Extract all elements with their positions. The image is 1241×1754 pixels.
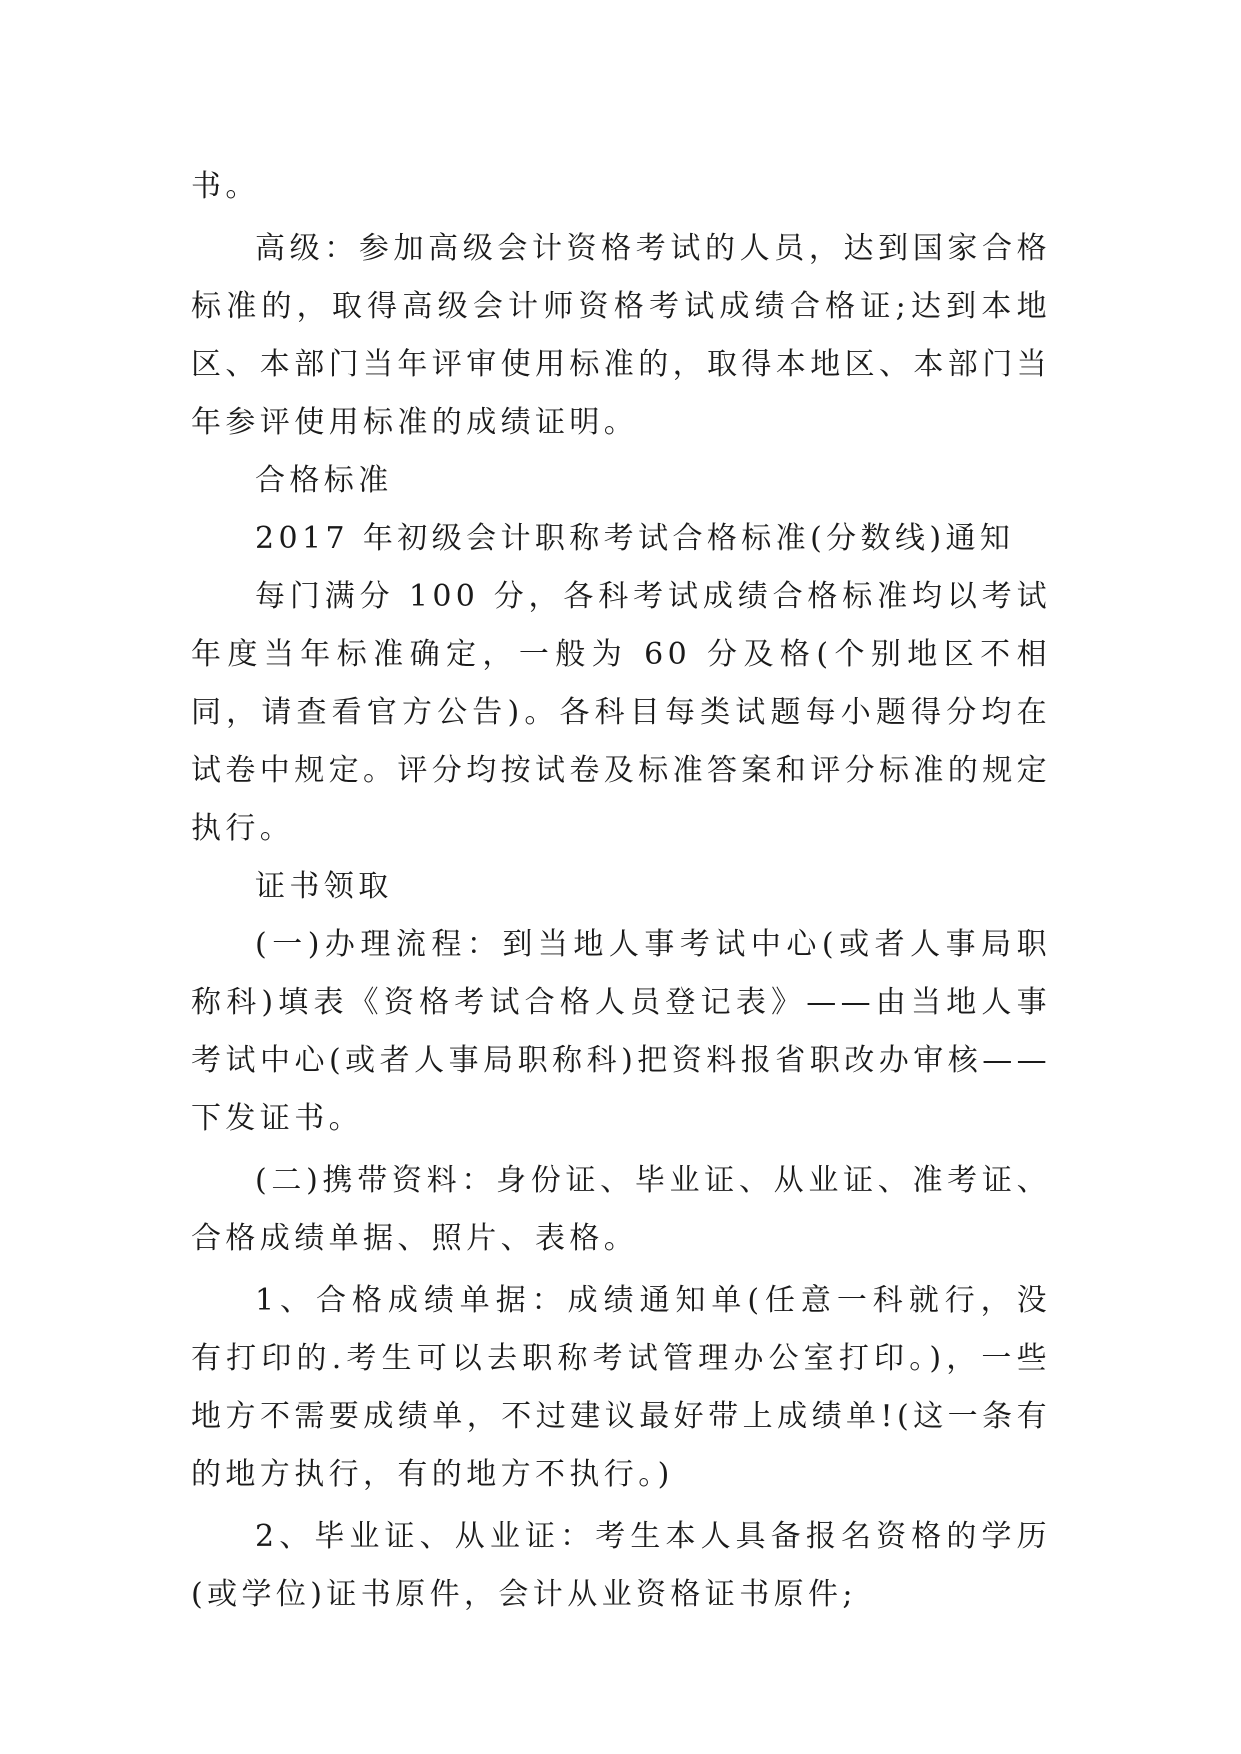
- paragraph-continuation: 书。: [191, 169, 260, 204]
- list-item-diplomas: 2、毕业证、从业证：考生本人具备报名资格的学历(或学位)证书原件，会计从业资格证书原件;: [191, 1519, 1051, 1612]
- paragraph-procedure: (一)办理流程：到当地人事考试中心(或者人事局职称科)填表《资格考试合格人员登记表》——由当地人事考试中心(或者人事局职称科)把资料报省职改办审核——下发证书。: [191, 927, 1051, 1136]
- section-heading-certificate-collection: 证书领取: [255, 869, 393, 904]
- list-item-score-documents: 1、合格成绩单据：成绩通知单(任意一科就行，没有打印的.考生可以去职称考试管理办公室打印。)，一些地方不需要成绩单，不过建议最好带上成绩单!(这一条有的地方执行，有的地方不执行。): [191, 1283, 1051, 1492]
- paragraph-senior-level: 高级：参加高级会计资格考试的人员，达到国家合格标准的，取得高级会计师资格考试成绩合格证;达到本地区、本部门当年评审使用标准的，取得本地区、本部门当年参评使用标准的成绩证明。: [191, 231, 1051, 440]
- paragraph-materials: (二)携带资料：身份证、毕业证、从业证、准考证、合格成绩单据、照片、表格。: [191, 1163, 1051, 1256]
- section-heading-passing-standard: 合格标准: [255, 463, 393, 498]
- paragraph-score-standard: 每门满分 100 分，各科考试成绩合格标准均以考试年度当年标准确定，一般为 60 分及格(个别地区不相同，请查看官方公告)。各科目每类试题每小题得分均在试卷中规定。评分均按试卷及标准答案和评分标准的规定执行。: [191, 579, 1051, 846]
- notice-title: 2017 年初级会计职称考试合格标准(分数线)通知: [255, 521, 1015, 556]
- document-body: [191, 158, 1051, 1624]
